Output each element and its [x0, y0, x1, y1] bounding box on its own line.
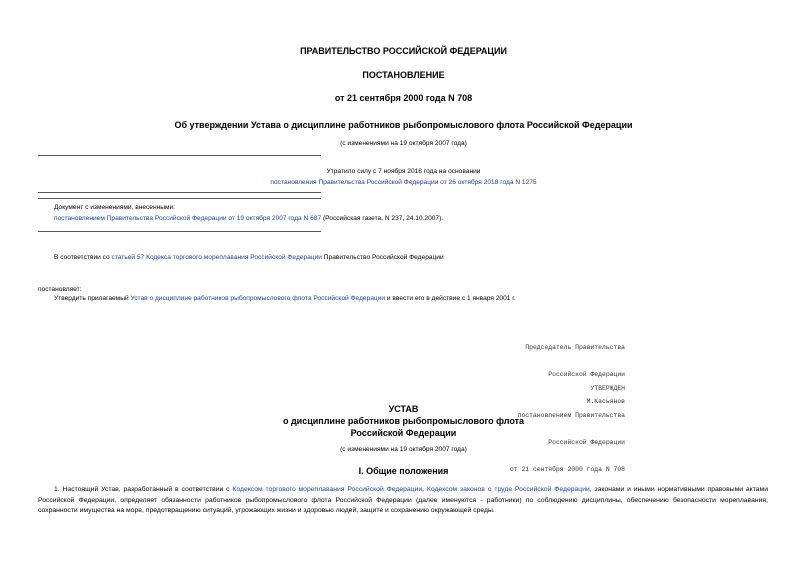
preamble-link[interactable]: статьей 57 Кодекса торгового мореплавания Российской Федерации [111, 254, 322, 261]
changes-tail: (Российская газета, N 237, 24.10.2007). [321, 215, 444, 222]
resolve-line [54, 295, 516, 302]
changes-line [54, 215, 443, 222]
charter-title: УСТАВ [388, 404, 419, 414]
preamble [54, 254, 444, 261]
preamble-prefix: В соответствии со [54, 254, 112, 261]
approved-line: УТВЕРЖДЕН [590, 385, 625, 392]
repeal-notice: Утратило силу с 7 ноября 2018 года на основании [326, 168, 481, 175]
maritime-code-link[interactable]: Кодексом торгового мореплавания Российской Федерации [232, 486, 423, 493]
labor-code-link[interactable]: Кодексом законов о труде Российской Федерации [426, 486, 590, 493]
document-date: от 21 сентября 2000 года N 708 [334, 93, 473, 103]
signature-line: М.Касьянов [586, 398, 625, 405]
changes-label: Документ с изменениями, внесенными: [54, 204, 176, 211]
amendment-note: (с изменениями на 19 октября 2007 года) [340, 140, 467, 147]
approved-line: Российской Федерации [548, 439, 625, 446]
document-title: Об утверждении Устава о дисциплине работников рыбопромыслового флота Российской Федерации [174, 120, 633, 130]
section-heading: I. Общие положения [358, 466, 449, 476]
resolve-prefix: Утвердить прилагаемый [54, 295, 131, 302]
divider [38, 192, 321, 193]
charter-link[interactable]: Устав о дисциплине работников рыбопромыслового флота Российской Федерации [130, 295, 386, 302]
signature-line: Председатель Правительства [525, 344, 625, 351]
resolve-suffix: и ввести его в действие с 1 января 2001 г. [385, 295, 516, 302]
changes-link[interactable]: постановлением Правительства Российской Федерации от 19 октября 2007 года N 687 [54, 215, 322, 222]
approved-line: от 21 сентября 2000 года N 708 [509, 466, 625, 473]
paragraph-text: , [422, 486, 427, 493]
approved-line: постановлением Правительства [517, 412, 625, 419]
preamble-suffix: Правительство Российской Федерации [321, 254, 444, 261]
resolve-word: постановляет: [38, 286, 82, 293]
divider [38, 155, 321, 156]
charter-amendment-note: (с изменениями на 19 октября 2007 года) [340, 446, 467, 453]
charter-subtitle: о дисциплине работников рыбопромыслового флота [282, 416, 525, 426]
paragraph-1 [38, 485, 768, 517]
repeal-link[interactable]: постановления Правительства Российской Федерации от 26 октября 2018 года N 1275 [270, 179, 537, 186]
document-type: ПОСТАНОВЛЕНИЕ [362, 70, 445, 80]
divider [38, 231, 321, 232]
charter-subtitle: Российской Федерации [350, 428, 457, 438]
paragraph-text: , законами и иными нормативными правовыми актами Российской Федерации, определяет обязанности работников рыбопромыслового флота Российской Федерации (далее именуются - работники) по соблюдению дисциплины, обеспечению безопасности мореплавания, сохранности имущества на море, предотвращению ситуаций, угрожающих жизни и здоровью людей, защите и сохранению окружающей среды. [38, 486, 768, 514]
divider [38, 198, 321, 199]
government-name: ПРАВИТЕЛЬСТВО РОССИЙСКОЙ ФЕДЕРАЦИИ [300, 46, 507, 56]
paragraph-text: 1. Настоящий Устав, разработанный в соответствии с [54, 486, 233, 493]
signature-line: Российской Федерации [548, 371, 625, 378]
